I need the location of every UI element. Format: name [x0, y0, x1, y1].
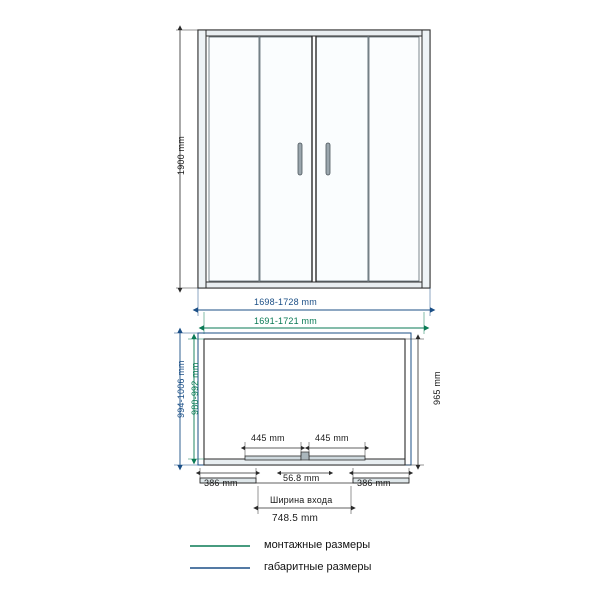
front-glass-panel-2: [260, 37, 312, 281]
plan-panel-left: [245, 456, 301, 460]
plan-view-group: [198, 333, 411, 483]
plan-base-left-label: 386 mm: [204, 478, 238, 488]
plan-panel-left-label: 445 mm: [251, 433, 285, 443]
door-handle-left[interactable]: [298, 143, 302, 175]
plan-panel-right-label: 445 mm: [315, 433, 349, 443]
plan-depth-overall-label: 994-1006 mm: [176, 360, 186, 418]
front-width-mount-label: 1691-1721 mm: [254, 316, 317, 326]
legend-label-mount: монтажные размеры: [264, 539, 371, 551]
front-glass-panel-3: [316, 37, 368, 281]
plan-right-depth-label: 965 mm: [432, 371, 442, 405]
plan-body-outline: [204, 339, 405, 465]
door-handle-right[interactable]: [326, 143, 330, 175]
legend-lines: [190, 546, 250, 568]
front-glass-panel-1: [209, 37, 259, 281]
front-view-group: [198, 30, 430, 288]
plan-depth-mount-label: 980-992 mm: [190, 362, 200, 415]
plan-right-depth-dimension: [405, 339, 424, 465]
front-width-overall-label: 1698-1728 mm: [254, 297, 317, 307]
front-right-post: [422, 30, 430, 288]
plan-panel-right: [309, 456, 365, 460]
plan-base-center-label: 56.8 mm: [283, 473, 320, 483]
front-glass-panel-4: [369, 37, 419, 281]
front-height-label: 1900 mm: [176, 136, 186, 175]
front-top-rail: [198, 30, 430, 36]
front-width-dimensions: [198, 288, 430, 334]
front-bottom-rail: [198, 282, 430, 288]
plan-center-joint: [301, 452, 309, 460]
plan-entry-width-label: 748.5 mm: [272, 513, 319, 524]
front-left-post: [198, 30, 206, 288]
legend-label-overall: габаритные размеры: [264, 561, 372, 573]
plan-entry-caption: Ширина входа: [270, 495, 333, 505]
plan-base-right-label: 386 mm: [357, 478, 391, 488]
